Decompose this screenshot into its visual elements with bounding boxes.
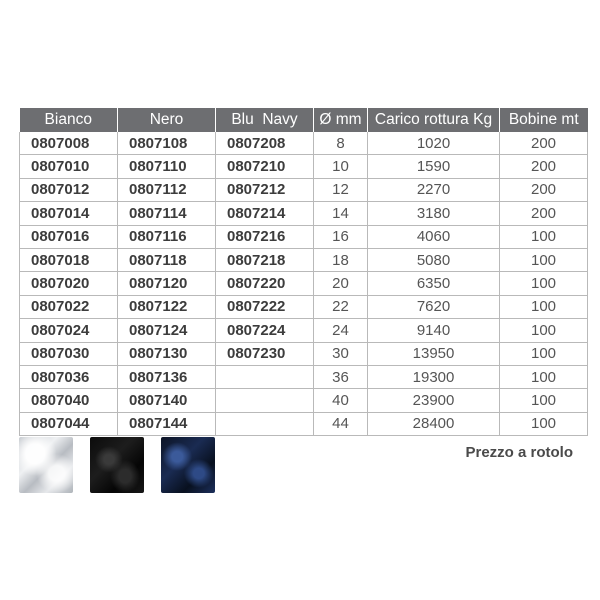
nero-code-cell: 0807122	[118, 295, 216, 318]
breaking-load-cell: 23900	[368, 389, 500, 412]
table-row	[20, 132, 588, 155]
diameter-cell: 8	[314, 132, 368, 155]
white-rope-swatch	[19, 437, 73, 493]
spool-length-cell: 100	[500, 365, 588, 388]
diameter-cell: 24	[314, 319, 368, 342]
navy-code-cell: 0807220	[216, 272, 314, 295]
spool-length-cell: 200	[500, 155, 588, 178]
navy-code-cell: 0807218	[216, 248, 314, 271]
column-header: Carico rottura Kg	[368, 108, 500, 132]
bianco-code-cell: 0807012	[20, 178, 118, 201]
navy-code-cell: 0807216	[216, 225, 314, 248]
navy-code-cell: 0807210	[216, 155, 314, 178]
nero-code-cell: 0807136	[118, 365, 216, 388]
column-header: Blu Navy	[216, 108, 314, 132]
diameter-cell: 36	[314, 365, 368, 388]
bianco-code-cell: 0807008	[20, 132, 118, 155]
nero-code-cell: 0807118	[118, 248, 216, 271]
table-row	[20, 342, 588, 365]
breaking-load-cell: 7620	[368, 295, 500, 318]
column-header: Bobine mt	[500, 108, 588, 132]
breaking-load-cell: 19300	[368, 365, 500, 388]
navy-code-cell: 0807208	[216, 132, 314, 155]
nero-code-cell: 0807130	[118, 342, 216, 365]
spool-length-cell: 200	[500, 132, 588, 155]
spool-length-cell: 100	[500, 295, 588, 318]
bianco-code-cell: 0807014	[20, 202, 118, 225]
navy-code-cell: 0807230	[216, 342, 314, 365]
diameter-cell: 20	[314, 272, 368, 295]
table-row	[20, 319, 588, 342]
nero-code-cell: 0807112	[118, 178, 216, 201]
price-note: Prezzo a rotolo	[465, 444, 573, 461]
table-row	[20, 225, 588, 248]
diameter-cell: 12	[314, 178, 368, 201]
nero-code-cell: 0807124	[118, 319, 216, 342]
spool-length-cell: 100	[500, 319, 588, 342]
nero-code-cell: 0807120	[118, 272, 216, 295]
table-row	[20, 389, 588, 412]
navy-code-cell: 0807214	[216, 202, 314, 225]
diameter-cell: 40	[314, 389, 368, 412]
table-header-row	[20, 108, 588, 132]
bianco-code-cell: 0807030	[20, 342, 118, 365]
bianco-code-cell: 0807044	[20, 412, 118, 435]
breaking-load-cell: 1590	[368, 155, 500, 178]
table-row	[20, 202, 588, 225]
navy-code-cell	[216, 389, 314, 412]
diameter-cell: 30	[314, 342, 368, 365]
column-header: Bianco	[20, 108, 118, 132]
breaking-load-cell: 2270	[368, 178, 500, 201]
spool-length-cell: 100	[500, 225, 588, 248]
table-row	[20, 295, 588, 318]
bianco-code-cell: 0807018	[20, 248, 118, 271]
spool-length-cell: 100	[500, 248, 588, 271]
column-header: Nero	[118, 108, 216, 132]
breaking-load-cell: 3180	[368, 202, 500, 225]
breaking-load-cell: 6350	[368, 272, 500, 295]
navy-code-cell: 0807212	[216, 178, 314, 201]
diameter-cell: 22	[314, 295, 368, 318]
spool-length-cell: 100	[500, 272, 588, 295]
table-body	[20, 132, 588, 436]
navy-rope-swatch	[161, 437, 215, 493]
spool-length-cell: 200	[500, 202, 588, 225]
table-row	[20, 155, 588, 178]
spool-length-cell: 100	[500, 412, 588, 435]
diameter-cell: 18	[314, 248, 368, 271]
spool-length-cell: 100	[500, 342, 588, 365]
navy-code-cell: 0807224	[216, 319, 314, 342]
navy-code-cell	[216, 412, 314, 435]
nero-code-cell: 0807140	[118, 389, 216, 412]
breaking-load-cell: 28400	[368, 412, 500, 435]
spool-length-cell: 200	[500, 178, 588, 201]
table-row	[20, 272, 588, 295]
navy-code-cell	[216, 365, 314, 388]
diameter-cell: 16	[314, 225, 368, 248]
nero-code-cell: 0807116	[118, 225, 216, 248]
bianco-code-cell: 0807022	[20, 295, 118, 318]
nero-code-cell: 0807108	[118, 132, 216, 155]
diameter-cell: 14	[314, 202, 368, 225]
table-row	[20, 365, 588, 388]
breaking-load-cell: 1020	[368, 132, 500, 155]
nero-code-cell: 0807114	[118, 202, 216, 225]
breaking-load-cell: 9140	[368, 319, 500, 342]
spool-length-cell: 100	[500, 389, 588, 412]
bianco-code-cell: 0807024	[20, 319, 118, 342]
breaking-load-cell: 4060	[368, 225, 500, 248]
bianco-code-cell: 0807010	[20, 155, 118, 178]
table-row	[20, 248, 588, 271]
bianco-code-cell: 0807016	[20, 225, 118, 248]
diameter-cell: 10	[314, 155, 368, 178]
breaking-load-cell: 13950	[368, 342, 500, 365]
black-rope-swatch	[90, 437, 144, 493]
column-header: Ø mm	[314, 108, 368, 132]
bianco-code-cell: 0807040	[20, 389, 118, 412]
navy-code-cell: 0807222	[216, 295, 314, 318]
bianco-code-cell: 0807020	[20, 272, 118, 295]
bianco-code-cell: 0807036	[20, 365, 118, 388]
nero-code-cell: 0807144	[118, 412, 216, 435]
breaking-load-cell: 5080	[368, 248, 500, 271]
table-row	[20, 178, 588, 201]
diameter-cell: 44	[314, 412, 368, 435]
table-row	[20, 412, 588, 435]
nero-code-cell: 0807110	[118, 155, 216, 178]
spec-table	[19, 108, 588, 436]
